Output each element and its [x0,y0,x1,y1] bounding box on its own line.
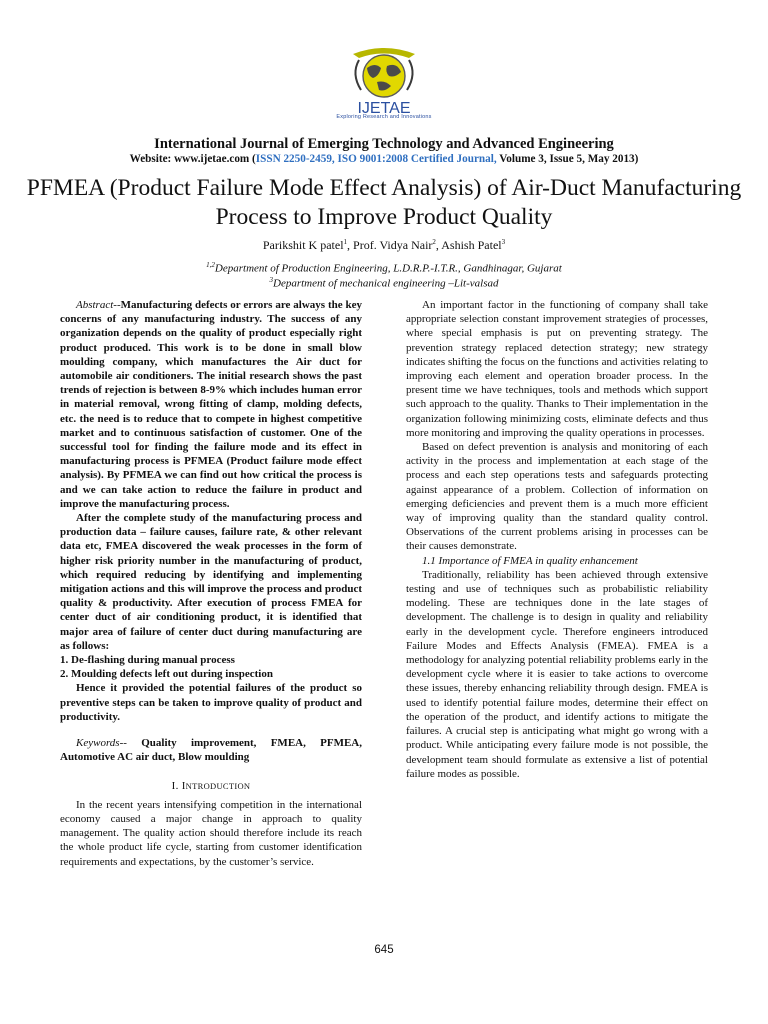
affiliation-text: Department of mechanical engineering –Lit-valsad [273,277,499,290]
author-list [0,238,768,253]
affiliation-text: Department of Production Engineering, L.D.R.P.-I.T.R., Gandhinagar, Gujarat [214,262,562,275]
logo-tagline: Exploring Research and Innovations [336,114,432,120]
author-name: Ashish Patel [441,238,502,252]
body-paragraph: Traditionally, reliability has been achieved through extensive testing and use of techniques such as probabilistic reliability modeling. These are techniques done in the late stages of development. The challenge is to design in quality and reliability early in the development cycle. Therefore engineers introduced Failure Modes and Effects Analysis (FMEA). FMEA is a methodology for analyzing potential reliability problems early in the development cycle where it is easier to take actions to overcome these issues, thereby enhancing reliability through design. FMEA is used to identify potential failure modes, determine their effect on the operation of the product, and identify actions to mitigate the failures. A crucial step is anticipating what might go wrong with a product. While anticipating every failure mode is not possible, the development team should formulate as extensive a list of potential failure modes as possible. [406,568,708,780]
subsection-heading: 1.1 Importance of FMEA in quality enhancement [422,554,638,567]
author-separator: , [347,238,354,252]
page-number: 645 [374,944,394,956]
issn-text: ISSN 2250-2459, ISO 9001:2008 Certified Journal, [255,153,497,165]
keywords-paragraph [60,736,362,764]
section-title-rest: NTRODUCTION [185,780,251,791]
list-item: 2. Moulding defects left out during inspection [60,668,273,681]
affiliation-marker: 3 [269,276,274,284]
section-numeral: I. [171,779,182,792]
journal-website-line [0,153,768,165]
author-affiliation-marker: 2 [432,238,436,246]
volume-issue-text: Volume 3, Issue 5, May 2013) [496,153,639,165]
section-initial: I [181,779,186,792]
affiliation-marker: 1,2 [206,261,215,269]
body-paragraph: An important factor in the functioning of company shall take appropriate selection constant improvement strategies of processes, where special emphasis is put on preventing strategy. The prevention strategy replaced detection strategy; new strategy indicates shifting the focus on the functions and activities relating to improving each element and operation broader process. In the present time we have techniques, tools and methods which support such approach to the quality. Thanks to Their implementation in the organization following minimizing costs, eliminate defects and thus more monitoring and improving the quality operations in processes. [406,299,708,439]
abstract-paragraph [60,298,362,511]
author-separator: , [435,238,442,252]
author-affiliation-marker: 1 [343,238,348,246]
globe-logo-icon [335,46,433,116]
author-name: Prof. Vidya Nair [353,238,433,252]
affiliation [0,276,768,290]
section-heading [60,779,362,793]
body-paragraph: Based on defect prevention is analysis and monitoring of each activity in the process and implementation at each stage of the process and each step operations tests and safeguards protecting against appearance of a problem. Collection of information on emerging deficiencies and prevent them is a much more efficient way of improving quality than the standard quality control. Observations of the current problems arising in processes can be their causes demonstrate. [406,441,708,553]
abstract-paragraph: After the complete study of the manufacturing process and production data – failure causes, failure rate, & other relevant data etc, FMEA discovered the weak processes in the form of higher risk priority number in the manufacturing of product, which required reducing by identifying and implementing mitigation actions and this will improve the process and product quality & productivity. After execution of process FMEA for center duct of air conditioning product, it is identified that major area of failure of center duct during manufacturing are as follows: [60,512,362,652]
logo-wordmark: IJETAE [357,100,411,116]
body-paragraph: In the recent years intensifying competition in the international economy caused a major change in approach to quality management. The quality action should therefore include its reach the whole product life cycle, starting from customer identification requirements and expectations, by the customer’s service. [60,798,362,868]
journal-logo [335,46,433,124]
keywords-text: Quality improvement, FMEA, PFMEA, Automotive AC air duct, Blow moulding [60,737,362,764]
abstract-text: Manufacturing defects or errors are always the key concerns of any manufacturing industry. The success of any organization depends on the quality of product especially right product produced. This work is to be done in small blow moulding company, which manufactures the Air duct for automobile air conditioners. The initial research shows the past trends of rejection is between 8-9% which includes human error in material removal, wrong fitting of clamp, molding defects, etc. the need is to reduce that to compete in highest competitive market and to continuous satisfaction of customer. One of the successful tool for finding the failure mode and its effect in manufacturing process is PFMEA (Product failure mode effect analysis). By PFMEA we can find out how critical the process is and we can take action to reduce the failure in product and improve the manufacturing process. [60,299,362,510]
author-name: Parikshit K patel [262,238,344,252]
abstract-label: Abstract-- [76,299,121,311]
right-column [406,298,708,781]
author-affiliation-marker: 3 [501,238,506,246]
journal-title: International Journal of Emerging Technology and Advanced Engineering [154,136,614,152]
website-prefix: Website: www.ijetae.com ( [129,153,256,165]
left-column [60,298,362,869]
keywords-label: Keywords-- [76,737,127,750]
abstract-paragraph: Hence it provided the potential failures of the product so preventive steps can be taken to improve quality of product and productivity. [60,682,362,723]
affiliation [0,261,768,275]
list-item: 1. De-flashing during manual process [60,654,235,667]
paper-title: PFMEA (Product Failure Mode Effect Analysis) of Air-Duct Manufacturing Process to Improve Product Quality [26,175,742,230]
